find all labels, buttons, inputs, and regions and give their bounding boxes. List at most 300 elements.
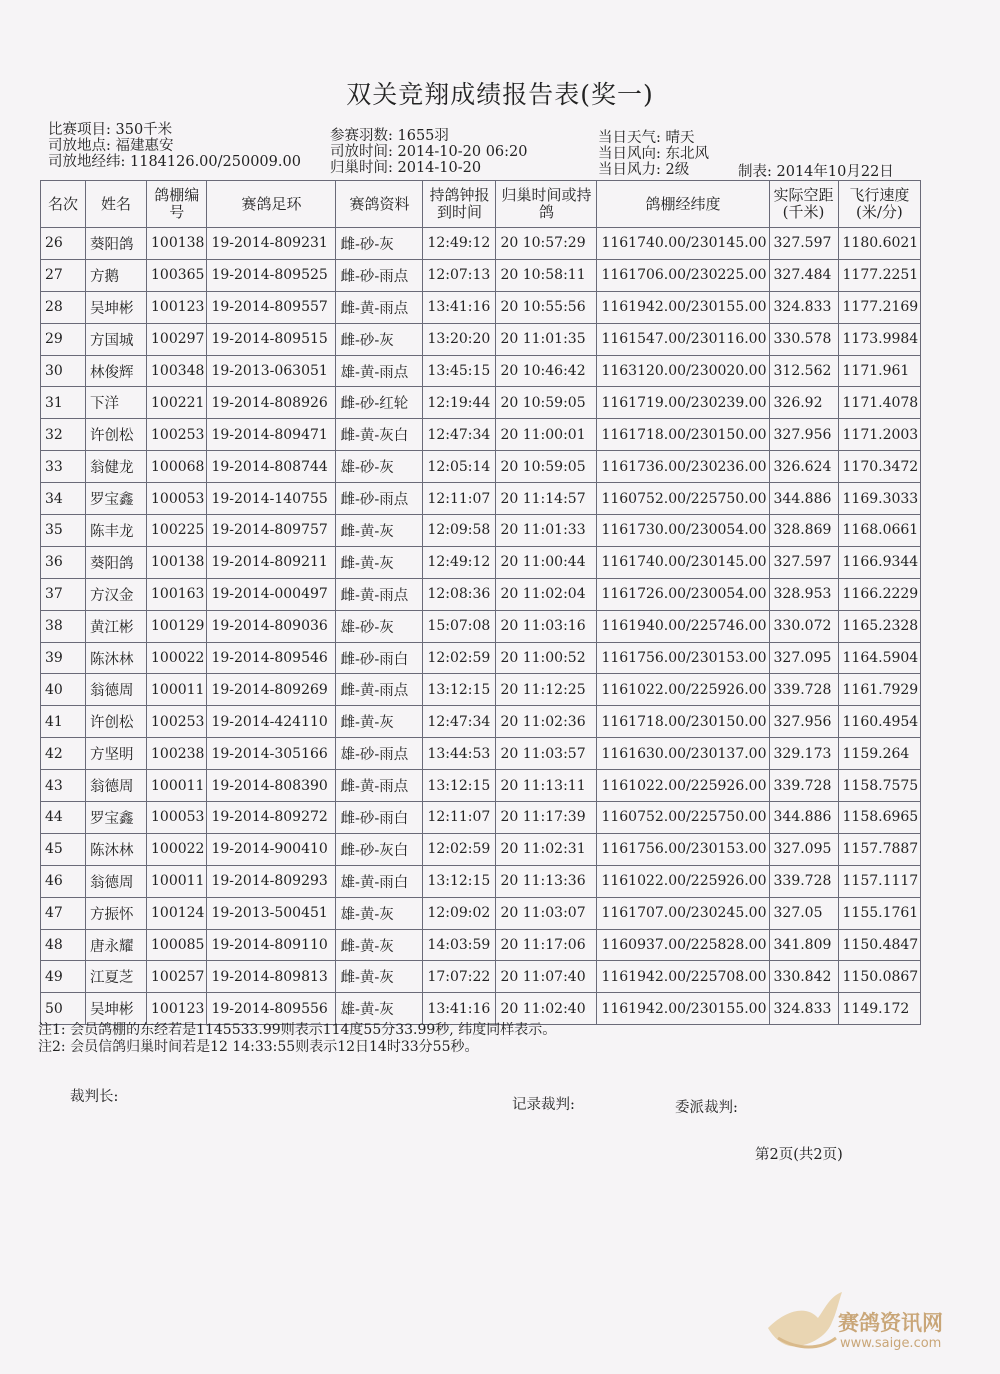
cell-return-time: 20 11:17:06 [496, 929, 597, 961]
cell-loft-no: 100163 [147, 578, 207, 610]
cell-loft-no: 100138 [147, 546, 207, 578]
table-row [41, 355, 921, 387]
cell-info: 雌-砂-雨点 [336, 483, 423, 515]
cell-loft-no: 100123 [147, 993, 207, 1025]
cell-info: 雌-砂-雨点 [336, 259, 423, 291]
cell-ring: 19-2014-305166 [207, 738, 336, 770]
cell-loft-coords: 1161942.00/230155.00 [597, 291, 769, 323]
meta-col-1 [48, 122, 301, 170]
cell-info: 雄-黄-雨白 [336, 865, 423, 897]
cell-loft-no: 100124 [147, 897, 207, 929]
cell-ring: 19-2013-500451 [207, 897, 336, 929]
cell-distance: 326.624 [769, 451, 838, 483]
cell-info: 雌-黄-雨点 [336, 578, 423, 610]
cell-speed: 1177.2169 [838, 291, 921, 323]
cell-rank: 36 [41, 546, 86, 578]
cell-loft-no: 100085 [147, 929, 207, 961]
cell-info: 雄-砂-雨点 [336, 738, 423, 770]
cell-speed: 1173.9984 [838, 323, 921, 355]
cell-clock-time: 13:12:15 [423, 865, 496, 897]
cell-loft-no: 100225 [147, 515, 207, 547]
table-row [41, 865, 921, 897]
cell-rank: 47 [41, 897, 86, 929]
cell-rank: 38 [41, 610, 86, 642]
cell-return-time: 20 10:46:42 [496, 355, 597, 387]
cell-ring: 19-2014-809813 [207, 961, 336, 993]
cell-ring: 19-2014-809515 [207, 323, 336, 355]
cell-speed: 1157.1117 [838, 865, 921, 897]
cell-rank: 50 [41, 993, 86, 1025]
cell-return-time: 20 11:03:57 [496, 738, 597, 770]
cell-loft-no: 100253 [147, 419, 207, 451]
report-title: 双关竞翔成绩报告表(奖一) [346, 80, 654, 109]
header-ring: 赛鸽足环 [207, 181, 336, 228]
cell-loft-no: 100221 [147, 387, 207, 419]
cell-speed: 1180.6021 [838, 228, 921, 260]
table-row [41, 483, 921, 515]
cell-return-time: 20 11:00:01 [496, 419, 597, 451]
cell-speed: 1166.9344 [838, 546, 921, 578]
cell-speed: 1150.0867 [838, 961, 921, 993]
cell-return-time: 20 10:57:29 [496, 228, 597, 260]
cell-clock-time: 13:41:16 [423, 993, 496, 1025]
cell-speed: 1171.4078 [838, 387, 921, 419]
cell-return-time: 20 11:02:04 [496, 578, 597, 610]
cell-return-time: 20 10:58:11 [496, 259, 597, 291]
cell-loft-coords: 1161718.00/230150.00 [597, 706, 769, 738]
cell-ring: 19-2014-809757 [207, 515, 336, 547]
cell-return-time: 20 11:00:44 [496, 546, 597, 578]
cell-speed: 1165.2328 [838, 610, 921, 642]
results-table [40, 180, 921, 1025]
cell-distance: 339.728 [769, 770, 838, 802]
cell-loft-coords: 1161736.00/230236.00 [597, 451, 769, 483]
cell-info: 雌-黄-灰 [336, 961, 423, 993]
cell-clock-time: 12:08:36 [423, 578, 496, 610]
cell-ring: 19-2014-809557 [207, 291, 336, 323]
cell-clock-time: 12:09:02 [423, 897, 496, 929]
cell-name: 翁健龙 [86, 451, 147, 483]
cell-clock-time: 12:19:44 [423, 387, 496, 419]
cell-loft-no: 100022 [147, 833, 207, 865]
cell-name: 林俊辉 [86, 355, 147, 387]
cell-loft-coords: 1161726.00/230054.00 [597, 578, 769, 610]
cell-ring: 19-2014-809269 [207, 674, 336, 706]
cell-distance: 327.05 [769, 897, 838, 929]
cell-ring: 19-2014-809471 [207, 419, 336, 451]
cell-speed: 1171.2003 [838, 419, 921, 451]
header-speed: 飞行速度(米/分) [838, 181, 921, 228]
header-info: 赛鸽资料 [336, 181, 423, 228]
cell-return-time: 20 11:03:16 [496, 610, 597, 642]
cell-loft-no: 100348 [147, 355, 207, 387]
cell-loft-coords: 1161630.00/230137.00 [597, 738, 769, 770]
cell-name: 吴坤彬 [86, 993, 147, 1025]
cell-name: 葵阳鸽 [86, 228, 147, 260]
cell-loft-coords: 1161740.00/230145.00 [597, 228, 769, 260]
cell-ring: 19-2014-809293 [207, 865, 336, 897]
meta-release-time: 司放时间: 2014-10-20 06:20 [330, 144, 528, 160]
cell-return-time: 20 10:59:05 [496, 387, 597, 419]
table-body [41, 228, 921, 1025]
cell-clock-time: 13:44:53 [423, 738, 496, 770]
table-row [41, 228, 921, 260]
cell-rank: 49 [41, 961, 86, 993]
note-2: 注2: 会员信鸽归巢时间若是12 14:33:55则表示12日14时33分55秒。 [38, 1039, 479, 1055]
cell-return-time: 20 10:55:56 [496, 291, 597, 323]
cell-return-time: 20 11:03:07 [496, 897, 597, 929]
cell-loft-coords: 1163120.00/230020.00 [597, 355, 769, 387]
cell-name: 翁德周 [86, 865, 147, 897]
cell-ring: 19-2014-809272 [207, 802, 336, 834]
cell-loft-coords: 1160752.00/225750.00 [597, 802, 769, 834]
cell-name: 方国城 [86, 323, 147, 355]
cell-distance: 330.072 [769, 610, 838, 642]
cell-loft-no: 100068 [147, 451, 207, 483]
table-row [41, 387, 921, 419]
cell-ring: 19-2014-808926 [207, 387, 336, 419]
cell-rank: 30 [41, 355, 86, 387]
table-row [41, 291, 921, 323]
meta-release-site: 司放地点: 福建惠安 [48, 138, 174, 154]
cell-name: 黄江彬 [86, 610, 147, 642]
cell-return-time: 20 11:01:33 [496, 515, 597, 547]
cell-distance: 327.597 [769, 228, 838, 260]
note-1: 注1: 会员鸽棚的东经若是1145533.99则表示114度55分33.99秒, 纬度同样表示。 [38, 1022, 557, 1038]
cell-rank: 34 [41, 483, 86, 515]
cell-distance: 327.484 [769, 259, 838, 291]
header-clock-time: 持鸽钟报到时间 [423, 181, 496, 228]
cell-loft-coords: 1161730.00/230054.00 [597, 515, 769, 547]
cell-loft-coords: 1161707.00/230245.00 [597, 897, 769, 929]
cell-clock-time: 15:07:08 [423, 610, 496, 642]
cell-distance: 312.562 [769, 355, 838, 387]
cell-rank: 31 [41, 387, 86, 419]
cell-info: 雄-黄-灰 [336, 993, 423, 1025]
cell-info: 雌-砂-雨白 [336, 802, 423, 834]
cell-distance: 327.095 [769, 642, 838, 674]
cell-loft-no: 100257 [147, 961, 207, 993]
cell-ring: 19-2014-809110 [207, 929, 336, 961]
cell-loft-coords: 1161740.00/230145.00 [597, 546, 769, 578]
signature-chief: 裁判长: [70, 1089, 119, 1105]
header-distance: 实际空距(千米) [769, 181, 838, 228]
cell-clock-time: 13:12:15 [423, 674, 496, 706]
cell-loft-no: 100011 [147, 770, 207, 802]
cell-ring: 19-2014-808744 [207, 451, 336, 483]
cell-return-time: 20 11:01:35 [496, 323, 597, 355]
table-header-row [41, 181, 921, 228]
cell-clock-time: 12:49:12 [423, 228, 496, 260]
cell-speed: 1159.264 [838, 738, 921, 770]
cell-ring: 19-2014-809036 [207, 610, 336, 642]
meta-event: 比赛项目: 350千米 [48, 122, 173, 138]
cell-rank: 48 [41, 929, 86, 961]
cell-loft-coords: 1160752.00/225750.00 [597, 483, 769, 515]
cell-return-time: 20 11:13:36 [496, 865, 597, 897]
cell-ring: 19-2014-809546 [207, 642, 336, 674]
cell-return-time: 20 11:12:25 [496, 674, 597, 706]
header-rank: 名次 [41, 181, 86, 228]
cell-loft-coords: 1161022.00/225926.00 [597, 770, 769, 802]
cell-distance: 327.597 [769, 546, 838, 578]
cell-distance: 341.809 [769, 929, 838, 961]
cell-clock-time: 12:09:58 [423, 515, 496, 547]
cell-rank: 41 [41, 706, 86, 738]
cell-clock-time: 12:11:07 [423, 802, 496, 834]
cell-name: 许创松 [86, 706, 147, 738]
cell-speed: 1157.7887 [838, 833, 921, 865]
cell-speed: 1171.961 [838, 355, 921, 387]
cell-loft-no: 100129 [147, 610, 207, 642]
table-row [41, 738, 921, 770]
cell-rank: 44 [41, 802, 86, 834]
cell-name: 许创松 [86, 419, 147, 451]
table-row [41, 259, 921, 291]
cell-clock-time: 12:07:13 [423, 259, 496, 291]
cell-rank: 33 [41, 451, 86, 483]
watermark-url: www.saige.com [840, 1336, 942, 1351]
cell-distance: 344.886 [769, 802, 838, 834]
cell-name: 陈沐林 [86, 642, 147, 674]
meta-entries: 参赛羽数: 1655羽 [330, 128, 449, 144]
cell-distance: 330.842 [769, 961, 838, 993]
cell-return-time: 20 11:14:57 [496, 483, 597, 515]
cell-clock-time: 12:47:34 [423, 706, 496, 738]
cell-name: 翁德周 [86, 770, 147, 802]
cell-rank: 45 [41, 833, 86, 865]
cell-speed: 1158.7575 [838, 770, 921, 802]
meta-col-2 [330, 128, 528, 176]
table-row [41, 546, 921, 578]
cell-rank: 35 [41, 515, 86, 547]
signature-delegate: 委派裁判: [675, 1100, 738, 1116]
cell-rank: 39 [41, 642, 86, 674]
cell-loft-no: 100022 [147, 642, 207, 674]
cell-clock-time: 13:45:15 [423, 355, 496, 387]
cell-info: 雌-黄-灰 [336, 929, 423, 961]
cell-distance: 326.92 [769, 387, 838, 419]
table-row [41, 706, 921, 738]
cell-ring: 19-2013-063051 [207, 355, 336, 387]
cell-rank: 37 [41, 578, 86, 610]
table-row [41, 929, 921, 961]
cell-clock-time: 12:05:14 [423, 451, 496, 483]
meta-release-coords: 司放地经纬: 1184126.00/250009.00 [48, 154, 301, 170]
cell-ring: 19-2014-809525 [207, 259, 336, 291]
signature-recorder: 记录裁判: [512, 1097, 575, 1113]
table-row [41, 419, 921, 451]
cell-loft-no: 100365 [147, 259, 207, 291]
cell-clock-time: 12:11:07 [423, 483, 496, 515]
cell-speed: 1155.1761 [838, 897, 921, 929]
cell-distance: 330.578 [769, 323, 838, 355]
cell-name: 翁德周 [86, 674, 147, 706]
cell-speed: 1164.5904 [838, 642, 921, 674]
cell-return-time: 20 11:02:31 [496, 833, 597, 865]
header-return-time: 归巢时间或持鸽 [496, 181, 597, 228]
cell-distance: 344.886 [769, 483, 838, 515]
table-row [41, 515, 921, 547]
cell-rank: 40 [41, 674, 86, 706]
cell-loft-coords: 1161718.00/230150.00 [597, 419, 769, 451]
table-row [41, 993, 921, 1025]
meta-col-3 [598, 130, 709, 178]
cell-distance: 329.173 [769, 738, 838, 770]
cell-info: 雌-黄-灰 [336, 515, 423, 547]
cell-distance: 327.095 [769, 833, 838, 865]
cell-speed: 1161.7929 [838, 674, 921, 706]
cell-loft-no: 100053 [147, 483, 207, 515]
cell-ring: 19-2014-809556 [207, 993, 336, 1025]
cell-rank: 29 [41, 323, 86, 355]
cell-loft-coords: 1161706.00/230225.00 [597, 259, 769, 291]
cell-loft-coords: 1161942.00/230155.00 [597, 993, 769, 1025]
cell-info: 雌-砂-灰 [336, 228, 423, 260]
table-row [41, 642, 921, 674]
cell-loft-no: 100011 [147, 674, 207, 706]
cell-info: 雌-黄-灰 [336, 546, 423, 578]
cell-speed: 1149.172 [838, 993, 921, 1025]
cell-ring: 19-2014-000497 [207, 578, 336, 610]
cell-distance: 328.953 [769, 578, 838, 610]
cell-distance: 324.833 [769, 993, 838, 1025]
cell-loft-no: 100053 [147, 802, 207, 834]
meta-return-time: 归巢时间: 2014-10-20 [330, 160, 482, 176]
cell-speed: 1168.0661 [838, 515, 921, 547]
cell-info: 雄-黄-雨点 [336, 355, 423, 387]
cell-loft-coords: 1161756.00/230153.00 [597, 833, 769, 865]
cell-name: 方坚明 [86, 738, 147, 770]
cell-clock-time: 12:02:59 [423, 642, 496, 674]
cell-name: 方鹅 [86, 259, 147, 291]
cell-loft-coords: 1161940.00/225746.00 [597, 610, 769, 642]
cell-loft-coords: 1160937.00/225828.00 [597, 929, 769, 961]
cell-rank: 32 [41, 419, 86, 451]
cell-loft-coords: 1161547.00/230116.00 [597, 323, 769, 355]
cell-speed: 1150.4847 [838, 929, 921, 961]
table-row [41, 323, 921, 355]
cell-ring: 19-2014-809231 [207, 228, 336, 260]
cell-loft-coords: 1161756.00/230153.00 [597, 642, 769, 674]
cell-rank: 43 [41, 770, 86, 802]
cell-name: 方汉金 [86, 578, 147, 610]
meta-wind-force: 当日风力: 2级 [598, 162, 690, 178]
cell-clock-time: 13:20:20 [423, 323, 496, 355]
cell-ring: 19-2014-808390 [207, 770, 336, 802]
cell-name: 陈丰龙 [86, 515, 147, 547]
cell-info: 雄-砂-灰 [336, 451, 423, 483]
cell-distance: 324.833 [769, 291, 838, 323]
cell-return-time: 20 11:13:11 [496, 770, 597, 802]
cell-name: 罗宝鑫 [86, 483, 147, 515]
table-row [41, 961, 921, 993]
cell-ring: 19-2014-809211 [207, 546, 336, 578]
cell-distance: 327.956 [769, 419, 838, 451]
table-row [41, 674, 921, 706]
meta-made-date: 制表: 2014年10月22日 [738, 164, 894, 180]
cell-distance: 339.728 [769, 674, 838, 706]
cell-loft-no: 100138 [147, 228, 207, 260]
cell-ring: 19-2014-140755 [207, 483, 336, 515]
cell-clock-time: 13:41:16 [423, 291, 496, 323]
cell-rank: 42 [41, 738, 86, 770]
cell-info: 雄-黄-灰 [336, 897, 423, 929]
cell-return-time: 20 11:02:40 [496, 993, 597, 1025]
cell-return-time: 20 11:02:36 [496, 706, 597, 738]
cell-loft-no: 100238 [147, 738, 207, 770]
cell-return-time: 20 10:59:05 [496, 451, 597, 483]
table-row [41, 578, 921, 610]
table-row [41, 833, 921, 865]
meta-weather: 当日天气: 晴天 [598, 130, 695, 146]
cell-info: 雌-黄-灰白 [336, 419, 423, 451]
cell-ring: 19-2014-424110 [207, 706, 336, 738]
cell-info: 雌-砂-雨白 [336, 642, 423, 674]
cell-info: 雌-砂-灰 [336, 323, 423, 355]
cell-return-time: 20 11:07:40 [496, 961, 597, 993]
header-loft-no: 鸽棚编号 [147, 181, 207, 228]
cell-info: 雌-黄-雨点 [336, 291, 423, 323]
header-name: 姓名 [86, 181, 147, 228]
cell-name: 罗宝鑫 [86, 802, 147, 834]
cell-loft-no: 100297 [147, 323, 207, 355]
cell-info: 雌-砂-灰白 [336, 833, 423, 865]
cell-name: 下洋 [86, 387, 147, 419]
cell-return-time: 20 11:17:39 [496, 802, 597, 834]
cell-info: 雌-黄-雨点 [336, 674, 423, 706]
cell-name: 江夏芝 [86, 961, 147, 993]
watermark-text: 赛鸽资讯网 [838, 1311, 943, 1335]
cell-loft-coords: 1161022.00/225926.00 [597, 865, 769, 897]
cell-speed: 1158.6965 [838, 802, 921, 834]
cell-name: 葵阳鸽 [86, 546, 147, 578]
cell-info: 雌-砂-红轮 [336, 387, 423, 419]
cell-speed: 1166.2229 [838, 578, 921, 610]
cell-loft-no: 100123 [147, 291, 207, 323]
table-row [41, 897, 921, 929]
cell-clock-time: 12:47:34 [423, 419, 496, 451]
table-row [41, 770, 921, 802]
table-row [41, 610, 921, 642]
cell-loft-coords: 1161719.00/230239.00 [597, 387, 769, 419]
meta-wind-direction: 当日风向: 东北风 [598, 146, 709, 162]
cell-name: 方振怀 [86, 897, 147, 929]
cell-name: 唐永耀 [86, 929, 147, 961]
cell-rank: 27 [41, 259, 86, 291]
cell-clock-time: 14:03:59 [423, 929, 496, 961]
cell-rank: 46 [41, 865, 86, 897]
cell-info: 雄-砂-灰 [336, 610, 423, 642]
cell-distance: 327.956 [769, 706, 838, 738]
cell-speed: 1170.3472 [838, 451, 921, 483]
cell-loft-coords: 1161942.00/225708.00 [597, 961, 769, 993]
cell-speed: 1169.3033 [838, 483, 921, 515]
cell-loft-coords: 1161022.00/225926.00 [597, 674, 769, 706]
page-number: 第2页(共2页) [755, 1147, 843, 1163]
cell-clock-time: 12:02:59 [423, 833, 496, 865]
table-row [41, 802, 921, 834]
cell-clock-time: 17:07:22 [423, 961, 496, 993]
table-row [41, 451, 921, 483]
cell-speed: 1160.4954 [838, 706, 921, 738]
cell-rank: 26 [41, 228, 86, 260]
cell-speed: 1177.2251 [838, 259, 921, 291]
cell-info: 雌-黄-灰 [336, 706, 423, 738]
cell-distance: 328.869 [769, 515, 838, 547]
cell-ring: 19-2014-900410 [207, 833, 336, 865]
cell-loft-no: 100253 [147, 706, 207, 738]
